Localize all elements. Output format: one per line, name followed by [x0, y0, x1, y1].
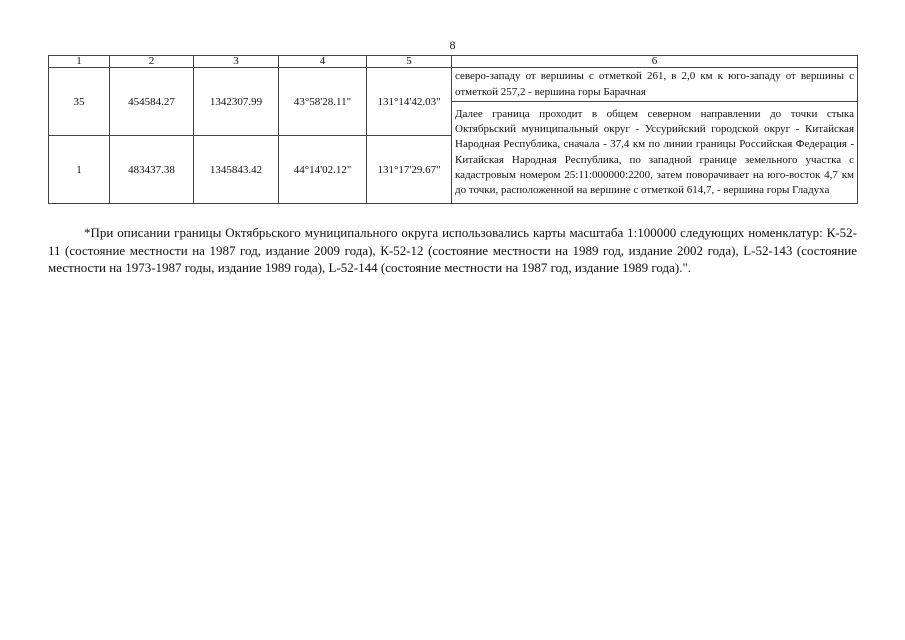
description-cell: Далее граница проходит в общем северном направлении до точки стыка Октябрьский муниципальный округ - Уссурийский городской округ - Китайская Народная Республика, сначала - 37,4 км по линии границы Российская Федерация - Китайская Народная Республика, по западной границе земельного участка с кадастровым номером 25:11:000000:2200, затем поворачивает на юго-восток 4,7 км до точки, расположенной на вершине с отметкой 614,7, - вершина горы Гладуха — [452, 102, 858, 204]
longitude: 131°17'29.67" — [367, 136, 452, 204]
latitude: 44°14'02.12" — [279, 136, 367, 204]
point-number: 35 — [49, 68, 110, 136]
point-number: 1 — [49, 136, 110, 204]
boundary-table — [48, 55, 858, 204]
latitude: 43°58'28.11" — [279, 68, 367, 136]
coord-y: 1345843.42 — [194, 136, 279, 204]
col-header-x: 2 — [110, 56, 194, 68]
coord-y: 1342307.99 — [194, 68, 279, 136]
table-row — [49, 68, 858, 102]
col-header-longitude: 5 — [367, 56, 452, 68]
col-header-y: 3 — [194, 56, 279, 68]
coord-x: 483437.38 — [110, 136, 194, 204]
longitude: 131°14'42.03" — [367, 68, 452, 136]
coord-x: 454584.27 — [110, 68, 194, 136]
footnote: *При описании границы Октябрьского муниципального округа использовались карты масштаба 1:100000 следующих номенклатур: К-52-11 (состояние местности на 1987 год, издание 2009 года), К-52-12 (состояние местности на 1989 год, издание 2002 года), L-52-143 (состояние местности на 1973-1987 годы, издание 1989 года), L-52-144 (состояние местности на 1987 год, издание 1989 года).". — [48, 225, 857, 276]
description-cell: северо-западу от вершины с отметкой 261, в 2,0 км к юго-западу от вершины с отметкой 257,2 - вершина горы Барачная — [452, 68, 858, 102]
table-header-row — [49, 56, 858, 68]
col-header-latitude: 4 — [279, 56, 367, 68]
page-number: 8 — [449, 38, 456, 52]
col-header-description: 6 — [452, 56, 858, 68]
col-header-point: 1 — [49, 56, 110, 68]
